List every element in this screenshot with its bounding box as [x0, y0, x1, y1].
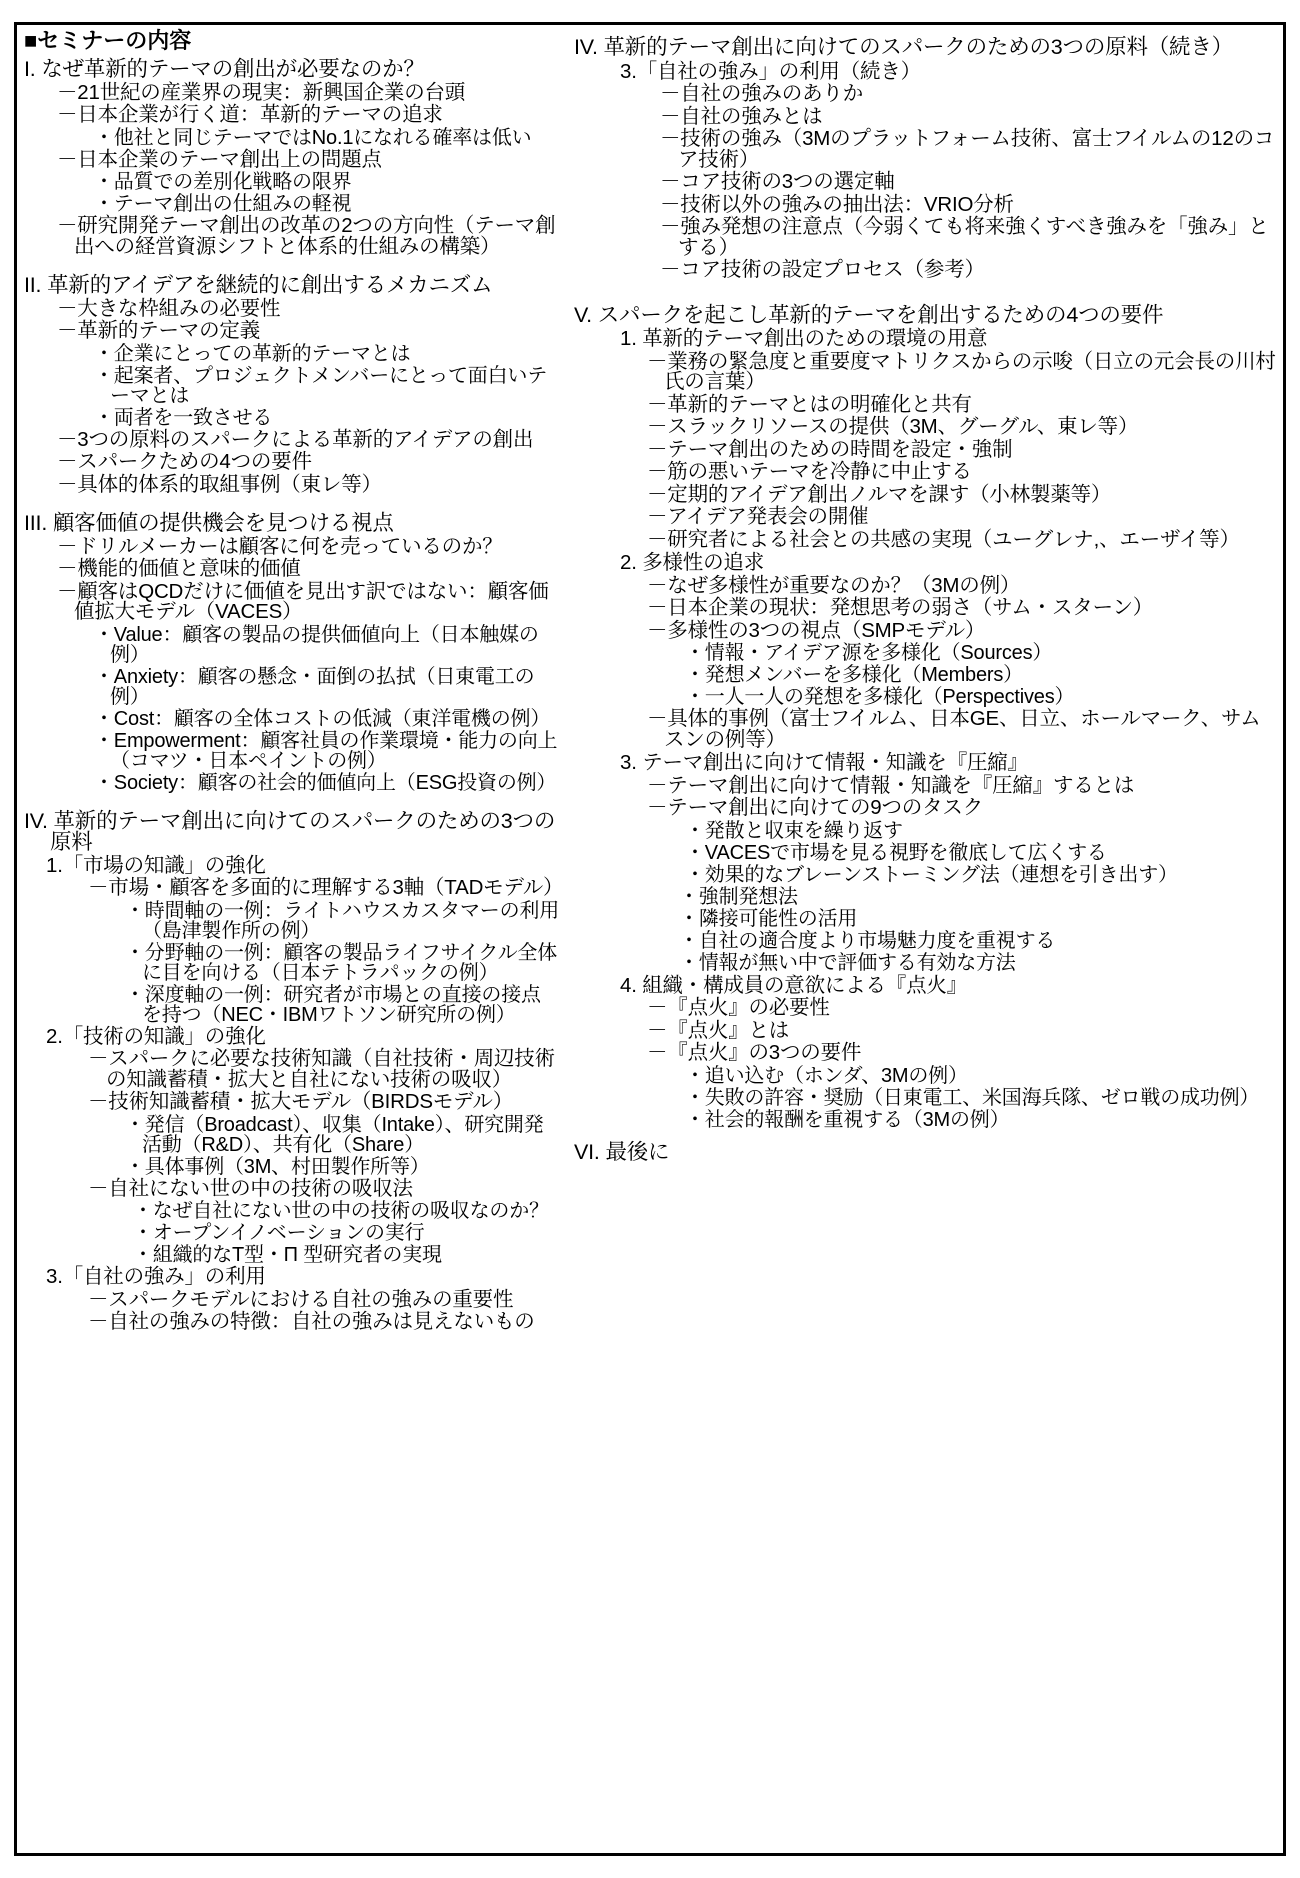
outline-line: －日本企業のテーマ創出上の問題点 — [57, 147, 382, 171]
outline-line: －技術の強み（3Mのプラットフォーム技術、富士フイルムの12のコア技術） — [660, 127, 1275, 171]
outline-line: ・Anxiety：顧客の懸念・面倒の払拭（日東電工の例） — [94, 665, 535, 708]
outline-line: －革新的テーマの定義 — [57, 319, 260, 342]
outline-line: －具体的体系的取組事例（東レ等） — [57, 472, 382, 496]
outline-line: ・テーマ創出の仕組みの軽視 — [94, 193, 352, 215]
outline-line: －『点火』の3つの要件 — [647, 1041, 862, 1064]
outline-line: IV. 革新的テーマ創出に向けてのスパークのための3つの原料 — [24, 808, 556, 854]
outline-line: ・社会的報酬を重視する（3Mの例） — [685, 1108, 1010, 1131]
outline-line: 3.「自社の強み」の利用 — [46, 1265, 266, 1288]
outline-line: －自社の強みとは — [660, 104, 823, 128]
outline-line: ・なぜ自社にない世の中の技術の吸収なのか？ — [133, 1200, 549, 1222]
outline-line: ・発想メンバーを多様化（Members） — [685, 664, 1023, 686]
outline-line: ・Value：顧客の製品の提供価値向上（日本触媒の例） — [94, 623, 539, 666]
outline-line: ・Empowerment：顧客社員の作業環境・能力の向上 （コマツ・日本ペイントの例） — [94, 729, 578, 772]
outline-line: －テーマ創出のための時間を設定・強制 — [647, 437, 1013, 461]
outline-line: 4. 組織・構成員の意欲による『点火』 — [620, 973, 967, 997]
section-spacer — [24, 495, 560, 506]
outline-line: －自社にない世の中の技術の吸収法 — [88, 1176, 413, 1200]
outline-line: －機能的価値と意味的価値 — [57, 557, 301, 580]
outline-line: －コア技術の設定プロセス（参考） — [660, 258, 985, 281]
outline-line: －具体的事例（富士フイルム、日本GE、日立、ホールマーク、サムスンの例等） — [647, 707, 1261, 751]
outline-line: －3つの原料のスパークによる革新的アイデアの創出 — [57, 427, 534, 451]
outline-line: －技術知識蓄積・拡大モデル（BIRDSモデル） — [88, 1090, 514, 1113]
outline-line: ・発散と収束を繰り返す — [685, 819, 903, 842]
outline-line: ・強制発想法 — [679, 885, 798, 908]
left-column-outline — [24, 57, 578, 1333]
section-spacer — [24, 793, 560, 804]
outline-line: －日本企業が行く道：革新的テーマの追求 — [57, 103, 443, 126]
outline-line: －革新的テーマとはの明確化と共有 — [647, 392, 972, 416]
outline-line: ・情報・アイデア源を多様化（Sources） — [685, 642, 1053, 664]
right-column — [560, 30, 1276, 1850]
outline-line: ・時間軸の一例：ライトハウスカスタマーの利用（島津製作所の例） — [125, 899, 559, 942]
outline-line: －技術以外の強みの抽出法：VRIO分析 — [660, 192, 1014, 216]
outline-line: －スラックリソースの提供（3M、グーグル、東レ等） — [647, 415, 1139, 438]
outline-line: ・一人一人の発想を多様化（Perspectives） — [685, 686, 1075, 708]
left-column — [20, 28, 578, 1850]
outline-line: IV. 革新的テーマ創出に向けてのスパークのための3つの原料（続き） — [574, 35, 1233, 59]
outline-line: ・組織的なT型・Π 型研究者の実現 — [133, 1244, 442, 1266]
outline-line: －筋の悪いテーマを冷静に中止する — [647, 460, 972, 483]
outline-line: －定期的アイデア創出ノルマを課す（小林製薬等） — [647, 482, 1112, 506]
outline-line: ・発信（Broadcast）、収集（Intake）、研究開発活動（R&D）、共有化（Share） — [125, 1113, 544, 1156]
outline-line: －自社の強みのありか — [660, 82, 863, 105]
outline-line: －自社の強みの特徴：自社の強みは見えないもの — [88, 1310, 535, 1333]
outline-line: 3.「自社の強み」の利用（続き） — [620, 59, 921, 83]
section-spacer — [24, 257, 560, 268]
outline-line: －『点火』の必要性 — [647, 996, 830, 1019]
outline-line: －アイデア発表会の開催 — [647, 505, 869, 528]
two-column-layout — [20, 30, 1280, 1850]
outline-line: －強み発想の注意点（今弱くても将来強くすべき強みを「強み」とする） — [660, 215, 1269, 259]
page-title: ■セミナーの内容 — [24, 28, 192, 53]
outline-line: III. 顧客価値の提供機会を見つける視点 — [24, 511, 394, 535]
outline-line: ・深度軸の一例：研究者が市場との直接の接点を持つ（NEC・IBMワトソン研究所の例） — [125, 983, 541, 1026]
outline-line: －『点火』とは — [647, 1018, 790, 1042]
outline-line: ・効果的なブレーンストーミング法（連想を引き出す） — [685, 863, 1178, 886]
outline-line: ・自社の適合度より市場魅力度を重視する — [679, 929, 1056, 952]
outline-line: －21世紀の産業界の現実：新興国企業の台頭 — [57, 80, 466, 104]
outline-line: ・VACESで市場を見る視野を徹底して広くする — [685, 841, 1107, 864]
outline-line: ・両者を一致させる — [94, 406, 273, 429]
outline-line: －なぜ多様性が重要なのか？（3Mの例） — [647, 573, 1021, 597]
outline-line: －大きな枠組みの必要性 — [57, 296, 281, 320]
outline-line: ・Cost：顧客の全体コストの低減（東洋電機の例） — [94, 707, 551, 730]
outline-line: －多様性の3つの視点（SMPモデル） — [647, 618, 986, 642]
outline-line: －研究者による社会との共感の実現（ユーグレナ,、エーザイ等） — [647, 527, 1240, 551]
outline-line: ・情報が無い中で評価する有効な方法 — [679, 951, 1016, 974]
outline-line: －研究開発テーマ創出の改革の2つの方向性（テーマ創出への経営資源シフトと体系的仕組みの構築） — [57, 214, 556, 258]
outline-line: ・他社と同じテーマではNo.1になれる確率は低い — [94, 126, 532, 149]
outline-line: －スパークモデルにおける自社の強みの重要性 — [88, 1287, 514, 1311]
outline-line: 1. 革新的テーマ創出のための環境の用意 — [620, 327, 988, 350]
outline-line: －テーマ創出に向けて情報・知識を『圧縮』するとは — [647, 773, 1135, 797]
outline-line: 2.「技術の知識」の強化 — [46, 1024, 266, 1048]
outline-line: 1.「市場の知識」の強化 — [46, 853, 266, 877]
outline-line: ・Society：顧客の社会的価値向上（ESG投資の例） — [94, 771, 557, 794]
right-column-outline — [566, 37, 1276, 1163]
outline-line: V. スパークを起こし革新的テーマを創出するための4つの要件 — [574, 302, 1164, 327]
section-spacer — [566, 281, 1276, 298]
outline-line: II. 革新的アイデアを継続的に創出するメカニズム — [24, 273, 493, 297]
outline-line: －業務の緊急度と重要度マトリクスからの示唆（日立の元会長の川村氏の言葉） — [647, 349, 1276, 393]
outline-line: ・具体事例（3M、村田製作所等） — [125, 1155, 430, 1178]
outline-line: －スパークに必要な技術知識（自社技術・周辺技術の知識蓄積・拡大と自社にない技術の吸収） — [88, 1047, 555, 1091]
outline-line: 3. テーマ創出に向けて情報・知識を『圧縮』 — [620, 751, 1028, 774]
outline-line: －日本企業の現状：発想思考の弱さ（サム・スターン） — [647, 596, 1154, 619]
outline-line: ・企業にとっての革新的テーマとは — [94, 342, 411, 365]
outline-line: I. なぜ革新的テーマの創出が必要なのか？ — [24, 57, 425, 81]
outline-line: ・隣接可能性の活用 — [679, 907, 858, 930]
outline-line: －コア技術の3つの選定軸 — [660, 170, 895, 193]
outline-line: －スパークための4つの要件 — [57, 450, 312, 473]
outline-line: VI. 最後に — [574, 1139, 670, 1164]
outline-line: ・オープンイノベーションの実行 — [133, 1222, 425, 1244]
outline-line: ・失敗の許容・奨励（日東電工、米国海兵隊、ゼロ戦の成功例） — [685, 1086, 1260, 1109]
outline-line: －市場・顧客を多面的に理解する3軸（TADモデル） — [88, 876, 564, 899]
outline-line: －ドリルメーカーは顧客に何を売っているのか？ — [57, 534, 503, 558]
outline-line: ・品質での差別化戦略の限界 — [94, 171, 352, 193]
outline-line: 2. 多様性の追求 — [620, 551, 764, 574]
outline-line: ・分野軸の一例：顧客の製品ライフサイクル全体に目を向ける（日本テトラパックの例） — [125, 941, 557, 984]
outline-line: －顧客はQCDだけに価値を見出す訳ではない：顧客価値拡大モデル（VACES） — [57, 579, 549, 623]
outline-line: ・追い込む（ホンダ、3Mの例） — [685, 1064, 968, 1087]
outline-line: ・起案者、プロジェクトメンバーにとって面白いテーマとは — [94, 364, 547, 407]
outline-line: －テーマ創出に向けての9つのタスク — [647, 796, 984, 819]
